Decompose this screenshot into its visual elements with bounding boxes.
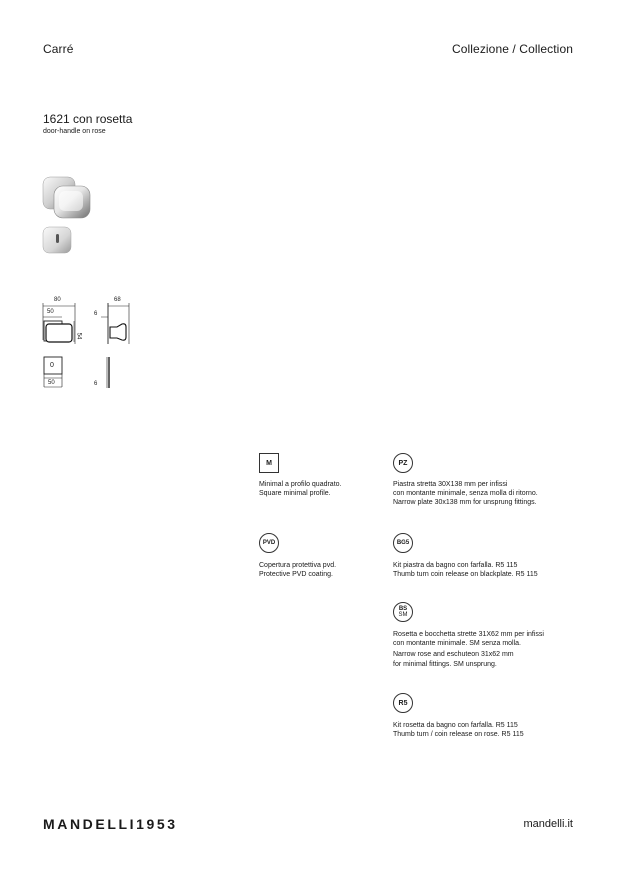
dim-projection: 68 — [114, 297, 121, 303]
feature-line: for minimal fittings. SM unsprung. — [393, 660, 497, 668]
symbol-narrow-plate-icon — [393, 453, 413, 473]
symbol-narrow-rose-icon — [393, 602, 413, 622]
section-label: Collezione / Collection — [451, 42, 573, 56]
escutcheon-photo — [41, 225, 75, 255]
feature-line: Narrow rose and eschuteon 31x62 mm — [393, 651, 514, 659]
collection-name: Carré — [43, 42, 74, 56]
feature-bathroom-plate-text — [393, 561, 538, 579]
symbol-bathroom-plate-icon — [393, 533, 413, 553]
handle-photo — [40, 174, 100, 222]
feature-bathroom-rose-text — [393, 721, 524, 739]
feature-line: Kit piastra da bagno con farfalla. R5 115 — [393, 562, 518, 569]
symbol-bathroom-plate-label: BG5 — [396, 540, 410, 546]
dim-plate-label: 0 — [50, 362, 54, 369]
feature-line: Square minimal profile. — [259, 490, 331, 498]
product-title: 1621 con rosetta — [43, 112, 133, 126]
feature-line: Minimal a profilo quadrato. — [259, 481, 342, 488]
symbol-narrow-plate-label: PZ — [398, 459, 408, 467]
feature-narrow-plate-text — [393, 480, 538, 508]
feature-line: Thumb turn coin release on blackplate. R5 115 — [393, 571, 538, 579]
feature-line: Thumb turn / coin release on rose. R5 115 — [393, 731, 524, 739]
website-link[interactable]: mandelli.it — [523, 818, 573, 830]
dim-rose-width: 50 — [47, 309, 54, 315]
brand-logo: MANDELLI1953 — [43, 816, 178, 832]
dim-rose-height: 54 — [75, 332, 82, 340]
symbol-narrow-rose-sublabel: SM — [398, 612, 408, 618]
feature-narrow-rose-text — [393, 630, 544, 669]
feature-line: con montante minimale. SM senza molla. — [393, 640, 521, 648]
symbol-pvd-label: PVD — [262, 540, 276, 546]
feature-line: Rosetta e bocchetta strette 31X62 mm per infissi — [393, 631, 544, 638]
feature-line: Piastra stretta 30X138 mm per infissi — [393, 481, 508, 488]
dim-plate-width: 50 — [48, 380, 55, 386]
feature-line: Protective PVD coating. — [259, 571, 333, 579]
dim-front-width: 80 — [54, 297, 61, 303]
feature-minimal-text — [259, 480, 342, 498]
symbol-minimal-icon — [259, 453, 279, 473]
feature-pvd-text — [259, 561, 336, 579]
symbol-pvd-icon — [259, 533, 279, 553]
dim-plate-thickness: 6 — [94, 381, 98, 387]
technical-drawing — [40, 294, 140, 394]
feature-line: Copertura protettiva pvd. — [259, 562, 337, 569]
symbol-bathroom-rose-label: R5 — [398, 699, 408, 707]
feature-line: con montante minimale, senza molla di ritorno. — [393, 490, 538, 498]
symbol-minimal-label: M — [266, 459, 272, 467]
feature-line: Narrow plate 30x138 mm for unsprung fittings. — [393, 499, 537, 507]
symbol-narrow-rose-label: BS — [398, 606, 408, 612]
symbol-bathroom-rose-icon — [393, 693, 413, 713]
feature-line: Kit rosetta da bagno con farfalla. R5 115 — [393, 722, 518, 729]
product-subtitle: door-handle on rose — [43, 128, 106, 135]
dim-rose-thickness: 6 — [94, 311, 98, 317]
